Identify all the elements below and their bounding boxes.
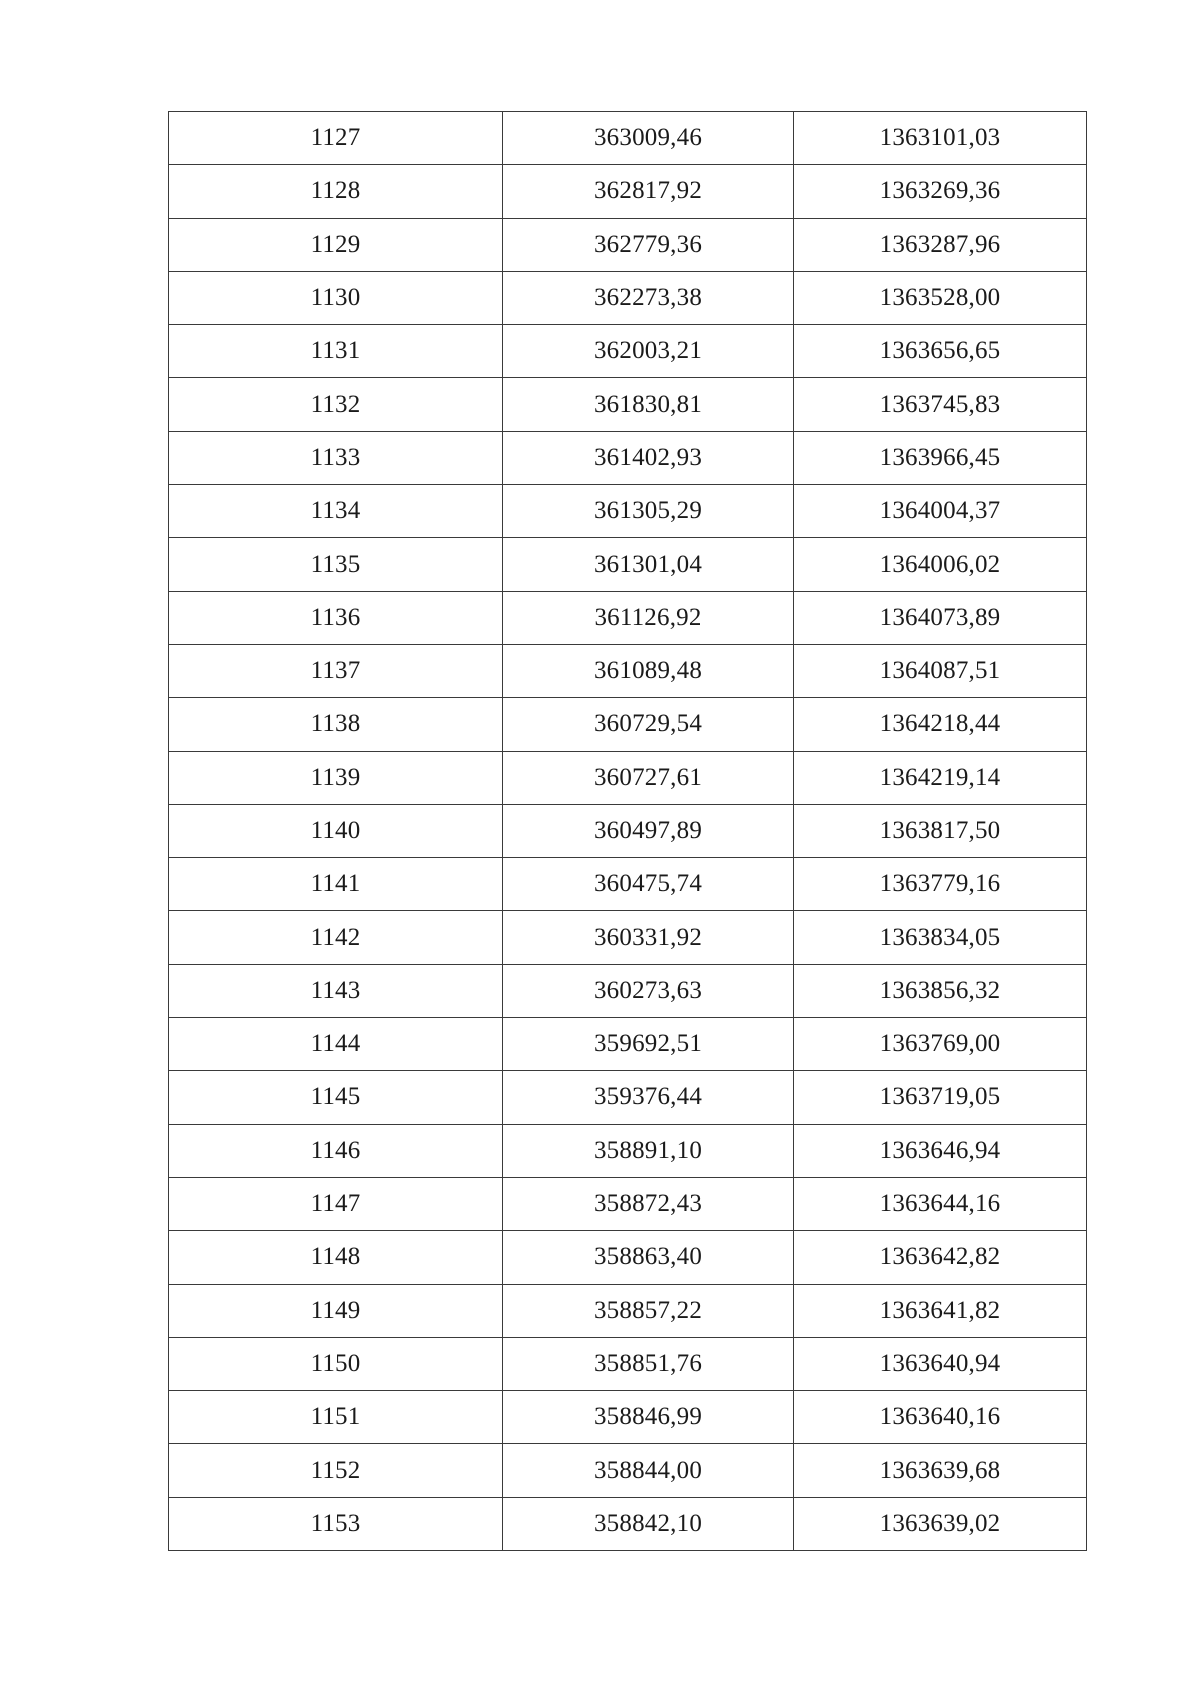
- table-row: [169, 644, 1087, 697]
- table-row: [169, 165, 1087, 218]
- point-number-cell: 1151: [169, 1391, 503, 1444]
- table-row: [169, 1444, 1087, 1497]
- point-number-cell: 1131: [169, 325, 503, 378]
- point-number-cell: 1130: [169, 271, 503, 324]
- x-coordinate-cell: 361301,04: [503, 538, 794, 591]
- x-coordinate-cell: 362817,92: [503, 165, 794, 218]
- table-row: [169, 271, 1087, 324]
- y-coordinate-cell: 1363639,02: [794, 1497, 1087, 1550]
- x-coordinate-cell: 362003,21: [503, 325, 794, 378]
- y-coordinate-cell: 1364004,37: [794, 485, 1087, 538]
- point-number-cell: 1129: [169, 218, 503, 271]
- table-row: [169, 751, 1087, 804]
- point-number-cell: 1143: [169, 964, 503, 1017]
- y-coordinate-cell: 1363640,94: [794, 1337, 1087, 1390]
- y-coordinate-cell: 1364006,02: [794, 538, 1087, 591]
- y-coordinate-cell: 1363817,50: [794, 804, 1087, 857]
- x-coordinate-cell: 361089,48: [503, 644, 794, 697]
- point-number-cell: 1132: [169, 378, 503, 431]
- point-number-cell: 1147: [169, 1177, 503, 1230]
- point-number-cell: 1139: [169, 751, 503, 804]
- x-coordinate-cell: 359692,51: [503, 1018, 794, 1071]
- y-coordinate-cell: 1363966,45: [794, 431, 1087, 484]
- x-coordinate-cell: 360331,92: [503, 911, 794, 964]
- table-row: [169, 218, 1087, 271]
- x-coordinate-cell: 363009,46: [503, 112, 794, 165]
- y-coordinate-cell: 1363719,05: [794, 1071, 1087, 1124]
- table-row: [169, 1231, 1087, 1284]
- y-coordinate-cell: 1364073,89: [794, 591, 1087, 644]
- x-coordinate-cell: 358851,76: [503, 1337, 794, 1390]
- y-coordinate-cell: 1363834,05: [794, 911, 1087, 964]
- table-row: [169, 804, 1087, 857]
- point-number-cell: 1138: [169, 698, 503, 751]
- y-coordinate-cell: 1363779,16: [794, 858, 1087, 911]
- table-row: [169, 1284, 1087, 1337]
- x-coordinate-cell: 361126,92: [503, 591, 794, 644]
- x-coordinate-cell: 360475,74: [503, 858, 794, 911]
- point-number-cell: 1140: [169, 804, 503, 857]
- table-row: [169, 698, 1087, 751]
- point-number-cell: 1150: [169, 1337, 503, 1390]
- table-row: [169, 911, 1087, 964]
- x-coordinate-cell: 361402,93: [503, 431, 794, 484]
- point-number-cell: 1149: [169, 1284, 503, 1337]
- table-row: [169, 1177, 1087, 1230]
- x-coordinate-cell: 362779,36: [503, 218, 794, 271]
- x-coordinate-cell: 358857,22: [503, 1284, 794, 1337]
- x-coordinate-cell: 359376,44: [503, 1071, 794, 1124]
- table-row: [169, 1391, 1087, 1444]
- point-number-cell: 1146: [169, 1124, 503, 1177]
- table-row: [169, 112, 1087, 165]
- point-number-cell: 1145: [169, 1071, 503, 1124]
- y-coordinate-cell: 1363528,00: [794, 271, 1087, 324]
- coordinates-table-body: [169, 112, 1087, 1551]
- coordinates-table: [168, 111, 1087, 1551]
- point-number-cell: 1136: [169, 591, 503, 644]
- y-coordinate-cell: 1363656,65: [794, 325, 1087, 378]
- point-number-cell: 1128: [169, 165, 503, 218]
- x-coordinate-cell: 360273,63: [503, 964, 794, 1017]
- table-row: [169, 1497, 1087, 1550]
- point-number-cell: 1144: [169, 1018, 503, 1071]
- point-number-cell: 1153: [169, 1497, 503, 1550]
- point-number-cell: 1141: [169, 858, 503, 911]
- x-coordinate-cell: 360729,54: [503, 698, 794, 751]
- x-coordinate-cell: 360497,89: [503, 804, 794, 857]
- y-coordinate-cell: 1363856,32: [794, 964, 1087, 1017]
- table-row: [169, 378, 1087, 431]
- table-row: [169, 858, 1087, 911]
- y-coordinate-cell: 1363644,16: [794, 1177, 1087, 1230]
- x-coordinate-cell: 358863,40: [503, 1231, 794, 1284]
- point-number-cell: 1134: [169, 485, 503, 538]
- table-row: [169, 1337, 1087, 1390]
- x-coordinate-cell: 362273,38: [503, 271, 794, 324]
- y-coordinate-cell: 1363640,16: [794, 1391, 1087, 1444]
- table-row: [169, 591, 1087, 644]
- point-number-cell: 1135: [169, 538, 503, 591]
- x-coordinate-cell: 358844,00: [503, 1444, 794, 1497]
- point-number-cell: 1137: [169, 644, 503, 697]
- table-row: [169, 1124, 1087, 1177]
- point-number-cell: 1142: [169, 911, 503, 964]
- x-coordinate-cell: 361830,81: [503, 378, 794, 431]
- table-row: [169, 538, 1087, 591]
- table-row: [169, 485, 1087, 538]
- point-number-cell: 1152: [169, 1444, 503, 1497]
- point-number-cell: 1148: [169, 1231, 503, 1284]
- x-coordinate-cell: 358872,43: [503, 1177, 794, 1230]
- table-row: [169, 431, 1087, 484]
- x-coordinate-cell: 358891,10: [503, 1124, 794, 1177]
- y-coordinate-cell: 1363646,94: [794, 1124, 1087, 1177]
- y-coordinate-cell: 1363769,00: [794, 1018, 1087, 1071]
- y-coordinate-cell: 1364087,51: [794, 644, 1087, 697]
- y-coordinate-cell: 1363745,83: [794, 378, 1087, 431]
- table-row: [169, 1071, 1087, 1124]
- table-row: [169, 325, 1087, 378]
- y-coordinate-cell: 1363639,68: [794, 1444, 1087, 1497]
- table-row: [169, 1018, 1087, 1071]
- point-number-cell: 1127: [169, 112, 503, 165]
- y-coordinate-cell: 1364218,44: [794, 698, 1087, 751]
- y-coordinate-cell: 1363101,03: [794, 112, 1087, 165]
- table-row: [169, 964, 1087, 1017]
- x-coordinate-cell: 361305,29: [503, 485, 794, 538]
- x-coordinate-cell: 358846,99: [503, 1391, 794, 1444]
- y-coordinate-cell: 1363287,96: [794, 218, 1087, 271]
- y-coordinate-cell: 1363641,82: [794, 1284, 1087, 1337]
- point-number-cell: 1133: [169, 431, 503, 484]
- x-coordinate-cell: 360727,61: [503, 751, 794, 804]
- x-coordinate-cell: 358842,10: [503, 1497, 794, 1550]
- y-coordinate-cell: 1363269,36: [794, 165, 1087, 218]
- y-coordinate-cell: 1363642,82: [794, 1231, 1087, 1284]
- y-coordinate-cell: 1364219,14: [794, 751, 1087, 804]
